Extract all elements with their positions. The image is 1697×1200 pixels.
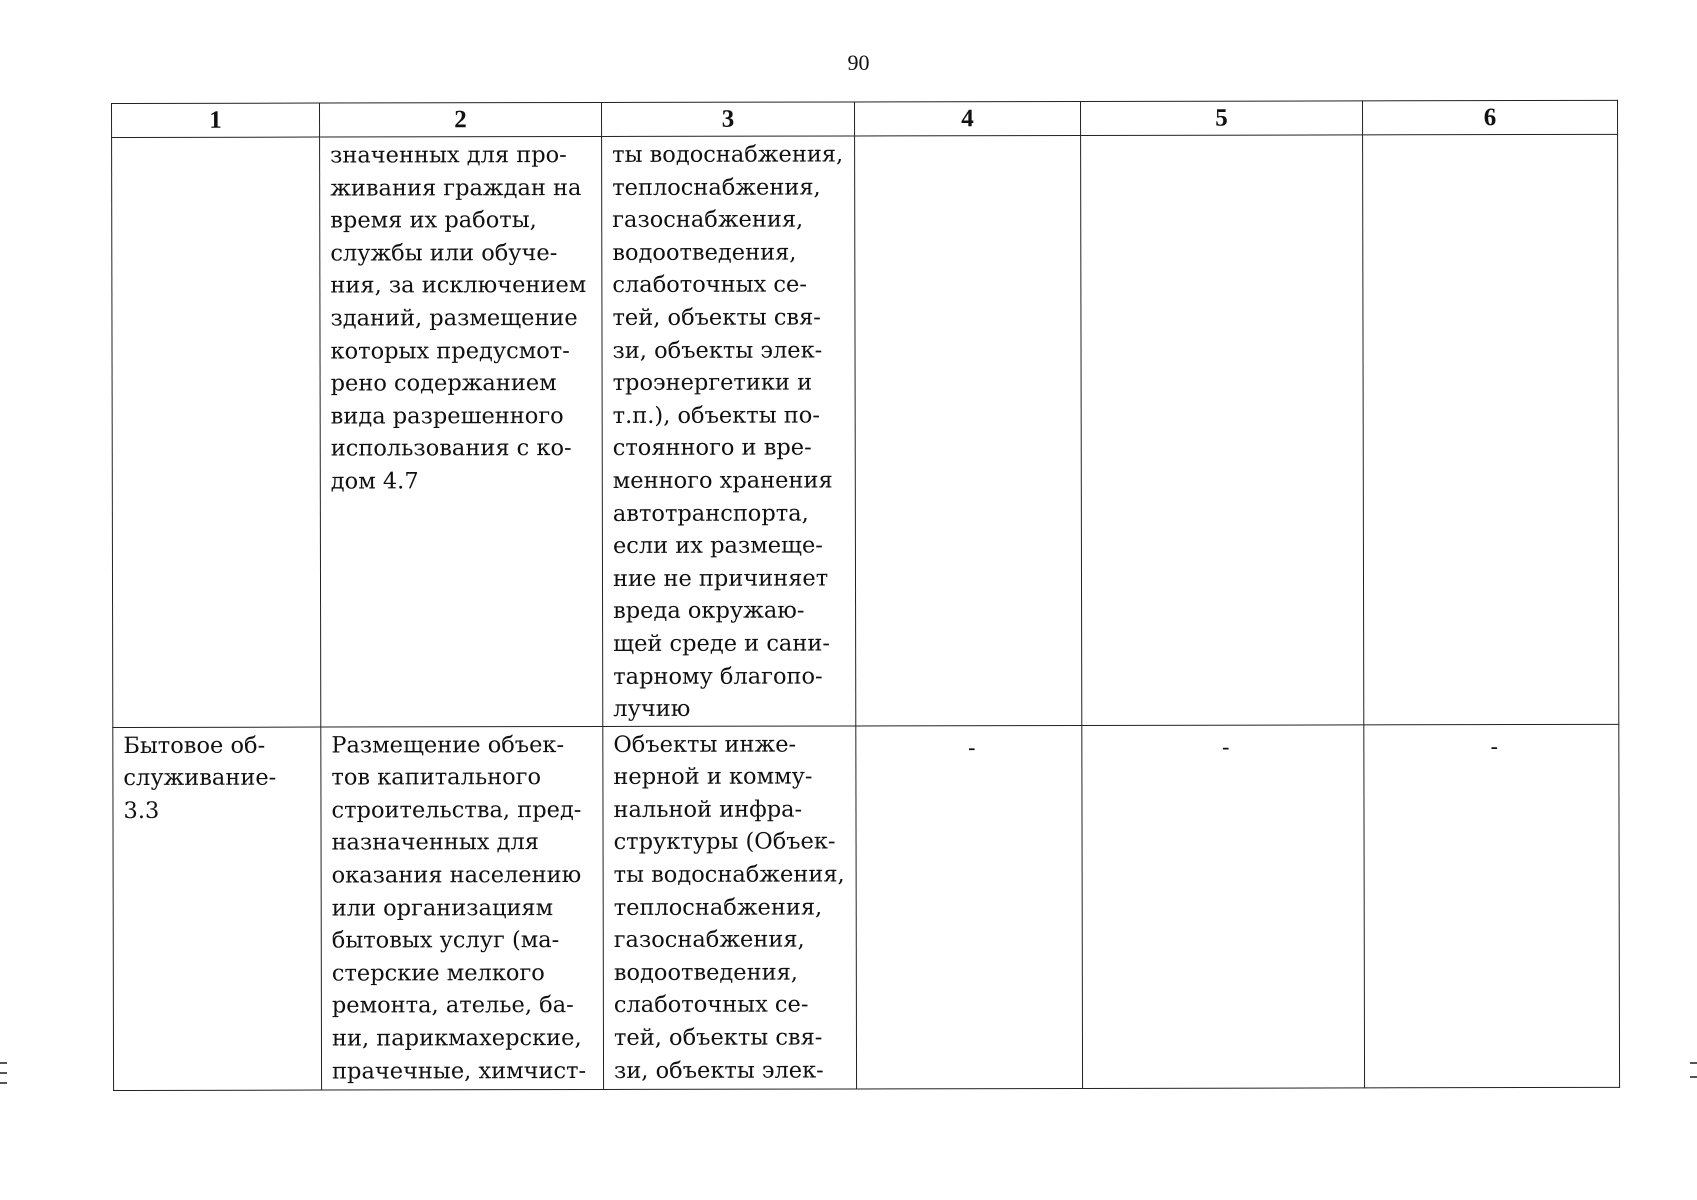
column-header-1: 1 <box>112 103 320 137</box>
scan-margin-mark <box>0 1072 7 1074</box>
use-description: значенных для про- живания граждан на время их работы, службы или обуче- ния, за исключением зданий, размещение которых предусмот- рено содержанием вида разрешенного использования с ко- дом 4.7 <box>330 142 587 495</box>
table-cell <box>320 136 603 726</box>
table-cell <box>1081 135 1364 725</box>
column-header-2: 2 <box>320 102 602 137</box>
table-header-row <box>112 100 1618 137</box>
scan-margin-mark <box>0 1082 7 1084</box>
table-cell <box>112 137 321 727</box>
use-type-name: Бытовое об- служивание- 3.3 <box>123 732 277 824</box>
scan-margin-mark <box>1690 1076 1697 1078</box>
column-4-value <box>855 136 1080 142</box>
column-header-6: 6 <box>1362 100 1617 135</box>
column-header-3: 3 <box>602 102 855 137</box>
table-row <box>113 724 1620 1090</box>
table-cell <box>602 136 856 726</box>
permitted-objects: Объекты инже- нерной и комму- нальной инфра- структуры (Объек- ты водоснабжения, теплоснабжения, газоснабжения, водоотведения, слаботочных се- тей, объекты свя- зи, объекты элек- <box>613 731 845 1084</box>
page-number: 90 <box>847 50 870 75</box>
zoning-table <box>111 100 1620 1091</box>
table-cell <box>1363 134 1619 724</box>
use-description: Размещение объек- тов капитального строительства, пред- назначенных для оказания населению или организациям бытовых услуг (ма- стерские мелкого ремонта, ателье, ба- ни, парикмахерские, прачечные, химчист- <box>331 731 587 1085</box>
table-cell <box>856 725 1083 1088</box>
column-header-5: 5 <box>1080 101 1362 136</box>
column-6-value: - <box>1490 733 1499 760</box>
table-cell <box>1364 724 1620 1088</box>
table-cell <box>1082 725 1365 1089</box>
table-cell <box>321 726 604 1090</box>
table-cell <box>855 135 1082 725</box>
scan-margin-mark <box>1690 1062 1697 1064</box>
column-6-value <box>1363 135 1617 142</box>
column-4-value: - <box>968 734 976 761</box>
column-5-value: - <box>1222 734 1230 761</box>
use-type-name <box>112 138 319 140</box>
permitted-objects: ты водоснабжения, теплоснабжения, газоснабжения, водоотведения, слаботочных се- тей, объекты свя- зи, объекты элек- троэнергетики и т.п.), объекты по- стоянного и вре- менного хранения автотранспорта, если их размеще- ние не причиняет вреда окружаю- щей среде и сани- тарному благопо- лучию <box>612 141 844 723</box>
table-row <box>112 134 1619 727</box>
table-cell <box>603 726 857 1090</box>
scan-margin-mark <box>0 1062 7 1064</box>
table-cell <box>113 727 322 1090</box>
column-header-4: 4 <box>854 101 1080 135</box>
column-5-value <box>1081 135 1362 142</box>
